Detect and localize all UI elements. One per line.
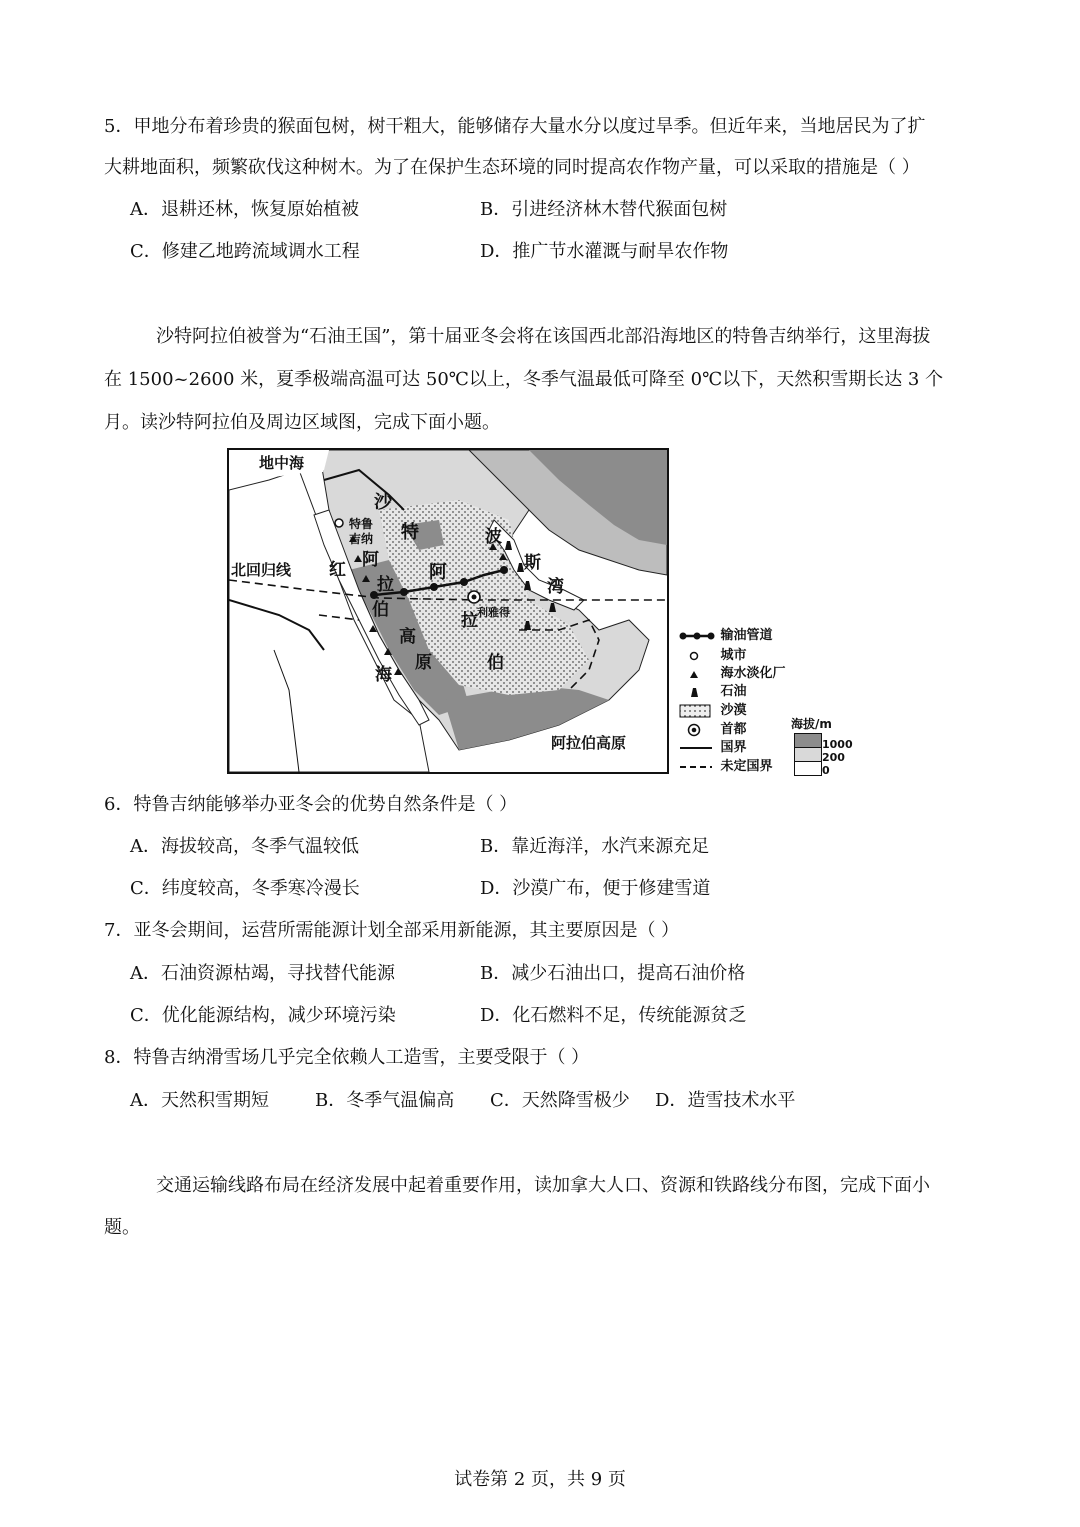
label-te: 特	[401, 522, 419, 543]
q6-option-c: C．纬度较高，冬季寒冷漫长	[130, 878, 360, 899]
legend-elev-low	[794, 761, 822, 776]
q6-option-d: D．沙漠广布，便于修建雪道	[480, 878, 711, 899]
legend-undefined-border: 未定国界	[720, 759, 773, 774]
q8-option-c: C．天然降雪极少	[490, 1090, 630, 1111]
q7-stem: 7．亚冬会期间，运营所需能源计划全部采用新能源，其主要原因是（ ）	[104, 920, 680, 941]
label-gao: 高	[399, 627, 416, 647]
legend-elev-mid	[794, 747, 822, 762]
q8-option-a: A．天然积雪期短	[130, 1090, 269, 1111]
intro2-line3: 月。读沙特阿拉伯及周边区域图，完成下面小题。	[104, 412, 500, 433]
legend-border: 国界	[720, 740, 747, 755]
q7-option-b: B．减少石油出口，提高石油价格	[480, 963, 746, 984]
intro2-line2: 在 1500~2600 米，夏季极端高温可达 50℃以上，冬季气温最低可降至 0℃以下，天然积雪期长达 3 个	[104, 369, 944, 390]
legend-elevation-title: 海拔/m	[791, 717, 832, 731]
q5-stem-line1: 5．甲地分布着珍贵的猴面包树，树干粗大，能够储存大量水分以度过旱季。但近年来，当地居民为了扩	[104, 116, 926, 137]
label-mediterranean: 地中海	[259, 454, 305, 472]
q8-option-b: B．冬季气温偏高	[315, 1090, 455, 1111]
q6-option-b: B．靠近海洋，水汽来源充足	[480, 836, 710, 857]
legend-capital: 首都	[678, 722, 747, 739]
intro2-line1: 沙特阿拉伯被誉为“石油王国”，第十届亚冬会将在该国西北部沿海地区的特鲁吉纳举行，这里海拔	[156, 326, 931, 347]
label-la-center: 拉	[461, 611, 478, 631]
saudi-arabia-map	[227, 448, 669, 774]
q7-option-a: A．石油资源枯竭，寻找替代能源	[130, 963, 395, 984]
q8-option-d: D．造雪技术水平	[655, 1090, 796, 1111]
q7-option-c: C．优化能源结构，减少环境污染	[130, 1005, 396, 1026]
legend-desal: 海水淡化厂	[678, 666, 786, 683]
label-bo-persian: 波	[485, 527, 502, 547]
q6-stem: 6．特鲁吉纳能够举办亚冬会的优势自然条件是（ ）	[104, 794, 518, 815]
q5-option-c: C．修建乙地跨流域调水工程	[130, 241, 360, 262]
label-la-plateau: 拉	[377, 575, 394, 595]
label-tropic: 北回归线	[231, 561, 292, 579]
legend-e0: 0	[822, 764, 830, 777]
legend-city: 城市	[678, 648, 747, 665]
q8-stem: 8．特鲁吉纳滑雪场几乎完全依赖人工造雪，主要受限于（ ）	[104, 1047, 590, 1068]
label-yuan: 原	[415, 653, 432, 673]
legend-oil: 石油	[678, 684, 747, 701]
label-wan-persian: 湾	[547, 577, 564, 597]
legend-e200: 200	[822, 751, 845, 764]
label-a-plateau: 阿	[362, 550, 379, 570]
map-legend	[678, 626, 868, 786]
legend-e1000: 1000	[822, 738, 853, 751]
legend-desert: 沙漠	[678, 703, 747, 720]
label-bo-center: 伯	[487, 653, 504, 673]
label-arabian-plateau: 阿拉伯高原	[551, 734, 627, 752]
q7-option-d: D．化石燃料不足，传统能源贫乏	[480, 1005, 747, 1026]
map-svg	[229, 450, 667, 772]
legend-pipeline: 输油管道	[678, 628, 773, 645]
label-sha: 沙	[374, 492, 392, 513]
label-a1: 阿	[429, 562, 447, 583]
q5-option-a: A．退耕还林，恢复原始植被	[130, 199, 359, 220]
intro3-line2: 题。	[104, 1217, 140, 1238]
q5-stem-line2: 大耕地面积，频繁砍伐这种树木。为了在保护生态环境的同时提高农作物产量，可以采取的措施是（ ）	[104, 157, 920, 178]
q5-option-b: B．引进经济林木替代猴面包树	[480, 199, 728, 220]
intro3-line1: 交通运输线路布局在经济发展中起着重要作用，读加拿大人口、资源和铁路线分布图，完成下面小	[156, 1175, 930, 1196]
label-trojena-2: 吉纳	[349, 532, 374, 546]
label-bo-plateau: 伯	[372, 600, 389, 620]
q5-option-d: D．推广节水灌溉与耐旱农作物	[480, 241, 729, 262]
label-riyadh: 利雅得	[477, 606, 510, 619]
label-sea: 海	[375, 665, 392, 685]
label-trojena-1: 特鲁	[349, 517, 374, 531]
q6-option-a: A．海拔较高，冬季气温较低	[130, 836, 359, 857]
label-red: 红	[329, 560, 346, 580]
page-footer: 试卷第 2 页，共 9 页	[454, 1469, 626, 1490]
legend-elev-high	[794, 733, 822, 748]
label-si-persian: 斯	[524, 553, 541, 573]
